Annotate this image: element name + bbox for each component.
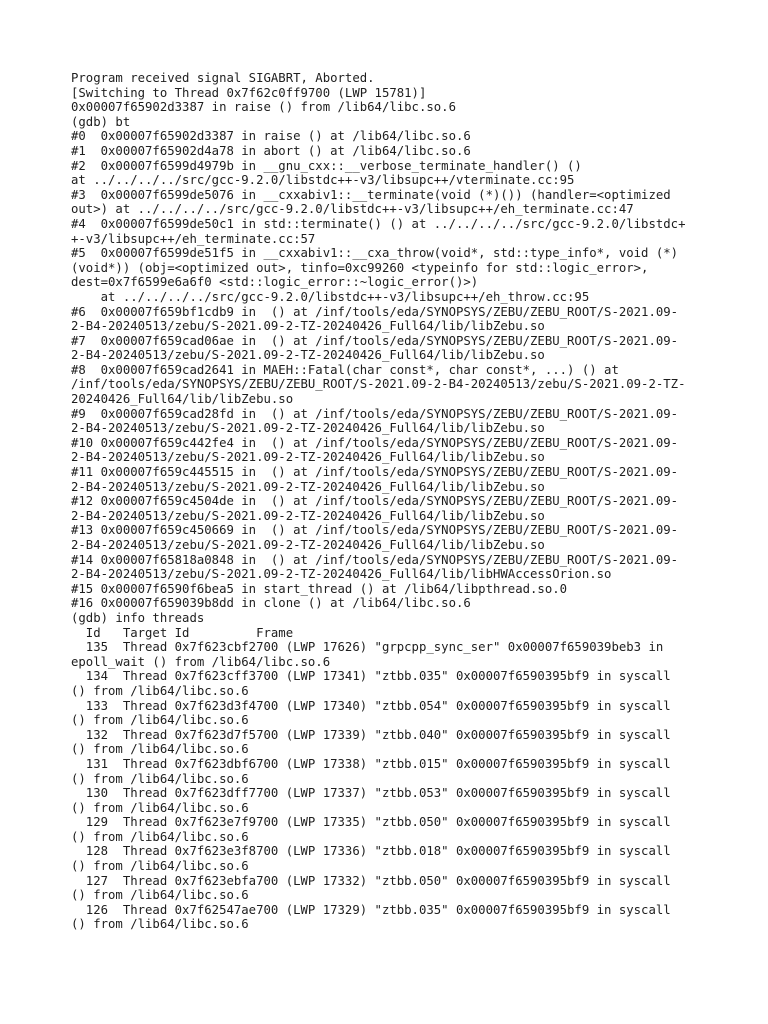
output-line: 126 Thread 0x7f62547ae700 (LWP 17329) "ztbb.035" 0x00007f6590395bf9 in syscall: [71, 902, 671, 917]
output-line: #15 0x00007f6590f6bea5 in start_thread () at /lib64/libpthread.so.0: [71, 581, 568, 596]
gdb-terminal-output: [71, 71, 761, 932]
output-line: #2 0x00007f6599d4979b in __gnu_cxx::__verbose_terminate_handler() (): [71, 158, 582, 173]
output-line: 132 Thread 0x7f623d7f5700 (LWP 17339) "ztbb.040" 0x00007f6590395bf9 in syscall: [71, 727, 671, 742]
output-line: 135 Thread 0x7f623cbf2700 (LWP 17626) "grpcpp_sync_ser" 0x00007f659039beb3 in: [71, 640, 664, 655]
output-line: 2-B4-20240513/zebu/S-2021.09-2-TZ-20240426_Full64/lib/libZebu.so: [71, 348, 545, 363]
output-line: 2-B4-20240513/zebu/S-2021.09-2-TZ-20240426_Full64/lib/libZebu.so: [71, 508, 545, 523]
output-line: #12 0x00007f659c4504de in () at /inf/tools/eda/SYNOPSYS/ZEBU/ZEBU_ROOT/S-2021.09-: [71, 494, 679, 509]
output-line: 0x00007f65902d3387 in raise () from /lib64/libc.so.6: [71, 100, 456, 115]
output-line: (gdb) bt: [71, 114, 131, 129]
output-line: () from /lib64/libc.so.6: [71, 742, 249, 757]
output-line: (void*)) (obj=<optimized out>, tinfo=0xc99260 <typeinfo for std::logic_error>,: [71, 260, 649, 275]
output-line: 2-B4-20240513/zebu/S-2021.09-2-TZ-20240426_Full64/lib/libHWAccessOrion.so: [71, 567, 612, 582]
output-line: #7 0x00007f659cad06ae in () at /inf/tools/eda/SYNOPSYS/ZEBU/ZEBU_ROOT/S-2021.09-: [71, 333, 679, 348]
output-line: #3 0x00007f6599de5076 in __cxxabiv1::__terminate(void (*)()) (handler=<optimized: [71, 187, 671, 202]
output-line: () from /lib64/libc.so.6: [71, 800, 249, 815]
output-line: at ../../../../src/gcc-9.2.0/libstdc++-v3/libsupc++/vterminate.cc:95: [71, 173, 575, 188]
output-line: () from /lib64/libc.so.6: [71, 771, 249, 786]
output-line: #11 0x00007f659c445515 in () at /inf/tools/eda/SYNOPSYS/ZEBU/ZEBU_ROOT/S-2021.09-: [71, 465, 679, 480]
output-line: dest=0x7f6599e6a6f0 <std::logic_error::~logic_error()>): [71, 275, 479, 290]
output-line: #0 0x00007f65902d3387 in raise () at /lib64/libc.so.6: [71, 129, 471, 144]
output-line: #8 0x00007f659cad2641 in MAEH::Fatal(char const*, char const*, ...) () at: [71, 362, 619, 377]
output-line: at ../../../../src/gcc-9.2.0/libstdc++-v3/libsupc++/eh_throw.cc:95: [71, 289, 590, 304]
output-line: 129 Thread 0x7f623e7f9700 (LWP 17335) "ztbb.050" 0x00007f6590395bf9 in syscall: [71, 815, 671, 830]
output-line: [Switching to Thread 0x7f62c0ff9700 (LWP 15781)]: [71, 85, 427, 100]
output-line: () from /lib64/libc.so.6: [71, 917, 249, 932]
output-line: 128 Thread 0x7f623e3f8700 (LWP 17336) "ztbb.018" 0x00007f6590395bf9 in syscall: [71, 844, 671, 859]
output-line: () from /lib64/libc.so.6: [71, 888, 249, 903]
output-line: #6 0x00007f659bf1cdb9 in () at /inf/tools/eda/SYNOPSYS/ZEBU/ZEBU_ROOT/S-2021.09-: [71, 304, 679, 319]
output-line: #16 0x00007f659039b8dd in clone () at /lib64/libc.so.6: [71, 596, 471, 611]
output-line: #4 0x00007f6599de50c1 in std::terminate() () at ../../../../src/gcc-9.2.0/libstdc+: [71, 216, 686, 231]
output-line: #13 0x00007f659c450669 in () at /inf/tools/eda/SYNOPSYS/ZEBU/ZEBU_ROOT/S-2021.09-: [71, 523, 679, 538]
output-line: 2-B4-20240513/zebu/S-2021.09-2-TZ-20240426_Full64/lib/libZebu.so: [71, 319, 545, 334]
output-line: #1 0x00007f65902d4a78 in abort () at /lib64/libc.so.6: [71, 143, 471, 158]
output-line: epoll_wait () from /lib64/libc.so.6: [71, 654, 331, 669]
output-line: () from /lib64/libc.so.6: [71, 683, 249, 698]
output-line: 2-B4-20240513/zebu/S-2021.09-2-TZ-20240426_Full64/lib/libZebu.so: [71, 538, 545, 552]
output-line: #9 0x00007f659cad28fd in () at /inf/tools/eda/SYNOPSYS/ZEBU/ZEBU_ROOT/S-2021.09-: [71, 406, 679, 421]
output-line: Id Target Id Frame: [71, 625, 294, 640]
output-line: 2-B4-20240513/zebu/S-2021.09-2-TZ-20240426_Full64/lib/libZebu.so: [71, 450, 545, 465]
output-line: 133 Thread 0x7f623d3f4700 (LWP 17340) "ztbb.054" 0x00007f6590395bf9 in syscall: [71, 698, 671, 713]
output-line: 2-B4-20240513/zebu/S-2021.09-2-TZ-20240426_Full64/lib/libZebu.so: [71, 421, 545, 436]
output-line: #10 0x00007f659c442fe4 in () at /inf/tools/eda/SYNOPSYS/ZEBU/ZEBU_ROOT/S-2021.09-: [71, 435, 679, 450]
output-line: /inf/tools/eda/SYNOPSYS/ZEBU/ZEBU_ROOT/S-2021.09-2-B4-20240513/zebu/S-2021.09-2-TZ-: [71, 377, 686, 392]
output-line: 131 Thread 0x7f623dbf6700 (LWP 17338) "ztbb.015" 0x00007f6590395bf9 in syscall: [71, 756, 671, 771]
output-line: () from /lib64/libc.so.6: [71, 829, 249, 844]
output-line: #14 0x00007f65818a0848 in () at /inf/tools/eda/SYNOPSYS/ZEBU/ZEBU_ROOT/S-2021.09-: [71, 552, 679, 567]
output-line: Program received signal SIGABRT, Aborted.: [71, 71, 375, 85]
output-line: () from /lib64/libc.so.6: [71, 859, 249, 874]
output-line: 127 Thread 0x7f623ebfa700 (LWP 17332) "ztbb.050" 0x00007f6590395bf9 in syscall: [71, 873, 671, 888]
output-line: 130 Thread 0x7f623dff7700 (LWP 17337) "ztbb.053" 0x00007f6590395bf9 in syscall: [71, 786, 671, 801]
output-line: 2-B4-20240513/zebu/S-2021.09-2-TZ-20240426_Full64/lib/libZebu.so: [71, 479, 545, 494]
output-line: +-v3/libsupc++/eh_terminate.cc:57: [71, 231, 316, 246]
output-line: () from /lib64/libc.so.6: [71, 713, 249, 728]
output-line: out>) at ../../../../src/gcc-9.2.0/libstdc++-v3/libsupc++/eh_terminate.cc:47: [71, 202, 634, 217]
output-line: (gdb) info threads: [71, 610, 205, 625]
output-line: 20240426_Full64/lib/libZebu.so: [71, 392, 294, 407]
output-line: 134 Thread 0x7f623cff3700 (LWP 17341) "ztbb.035" 0x00007f6590395bf9 in syscall: [71, 669, 671, 684]
output-line: #5 0x00007f6599de51f5 in __cxxabiv1::__cxa_throw(void*, std::type_info*, void (*): [71, 246, 679, 261]
